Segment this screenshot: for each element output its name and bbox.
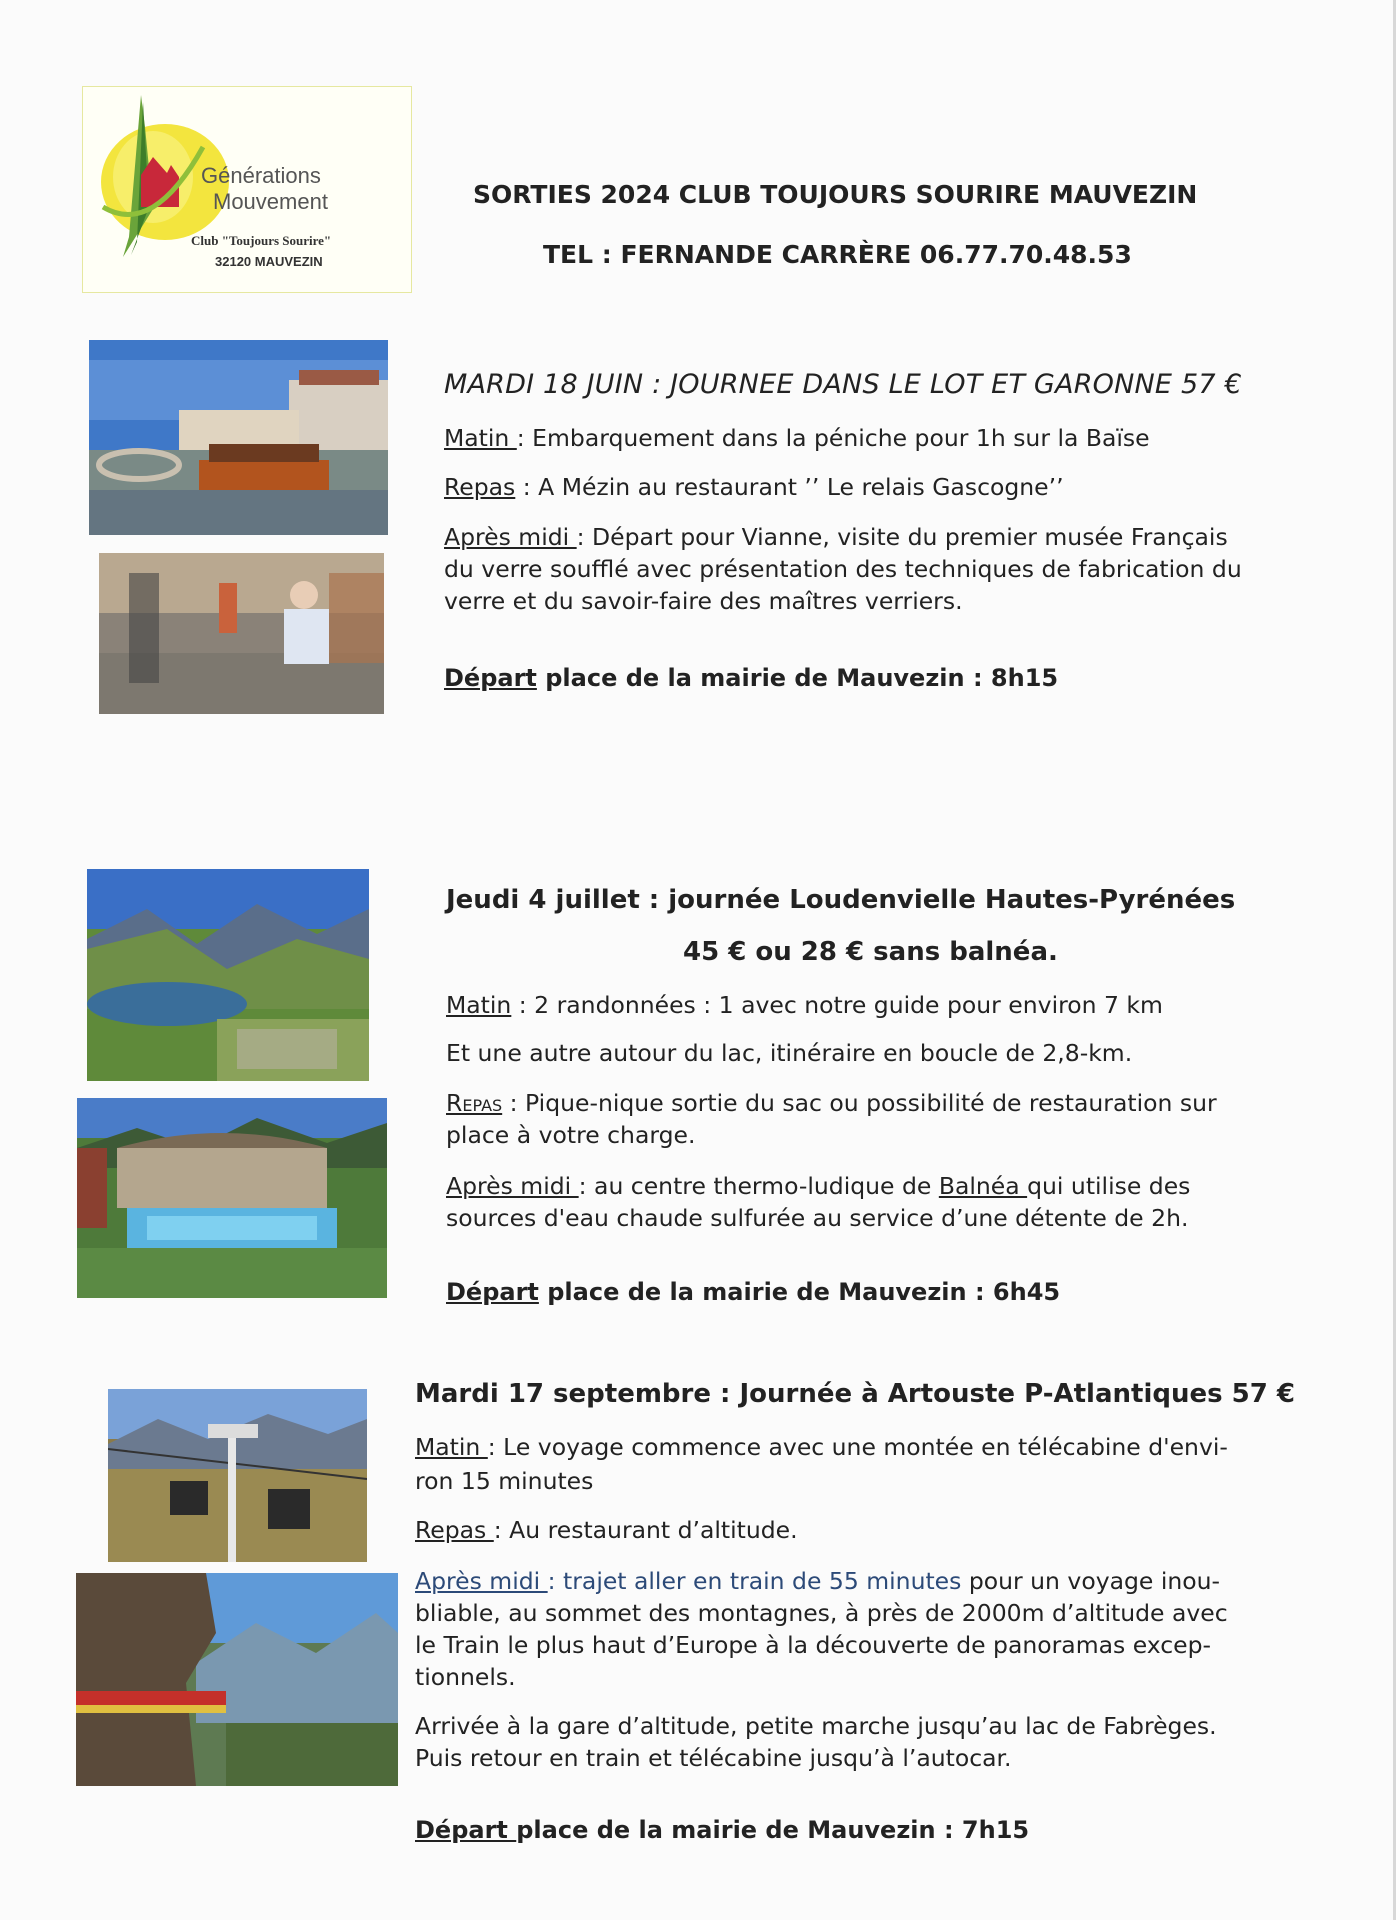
logo-line2: Mouvement xyxy=(213,189,328,214)
trip1-apres-l1 xyxy=(444,521,1228,553)
photo-verrerie xyxy=(99,553,384,714)
trip2-matin-l2: Et une autre autour du lac, itinéraire en boucle de 2,8-km. xyxy=(446,1039,1133,1067)
trip1-matin xyxy=(444,422,1150,454)
trip2-apres-l2: sources d'eau chaude sulfurée au service d’une détente de 2h. xyxy=(446,1204,1189,1232)
trip3-apres-l2: bliable, au sommet des montagnes, à près de 2000m d’altitude avec xyxy=(415,1599,1228,1627)
trip1-matin-label: Matin xyxy=(444,424,517,452)
page-title: SORTIES 2024 CLUB TOUJOURS SOURIRE MAUVEZIN xyxy=(473,180,1198,209)
trip1-matin-text: : Embarquement dans la péniche pour 1h sur la Baïse xyxy=(516,424,1150,452)
logo-line1: Générations xyxy=(201,163,321,188)
trip3-apres-rest: pour un voyage inou- xyxy=(961,1567,1221,1595)
photo-balnea xyxy=(77,1098,387,1298)
club-logo xyxy=(82,86,412,293)
contact-phone: TEL : FERNANDE CARRÈRE 06.77.70.48.53 xyxy=(543,240,1132,269)
trip1-apres-text: : Départ pour Vianne, visite du premier musée Français xyxy=(576,523,1228,551)
trip1-repas-label: Repas xyxy=(444,473,516,501)
trip1-depart xyxy=(444,662,1058,694)
trip3-depart xyxy=(415,1814,1029,1846)
trip3-apres-blue: : trajet aller en train de 55 minutes xyxy=(547,1567,962,1595)
trip3-apres-l3: le Train le plus haut d’Europe à la découverte de panoramas excep- xyxy=(415,1631,1212,1659)
trip3-apres-label: Après midi xyxy=(415,1567,548,1595)
trip2-apres-post: qui utilise des xyxy=(1027,1172,1191,1200)
trip2-matin xyxy=(446,989,1163,1021)
trip2-matin-label: Matin xyxy=(446,991,512,1019)
logo-city: 32120 MAUVEZIN xyxy=(215,254,323,269)
trip2-apres-pre: : au centre thermo-ludique de xyxy=(578,1172,939,1200)
trip3-apres-l4: tionnels. xyxy=(415,1663,516,1691)
trip3-matin-text: : Le voyage commence avec une montée en télécabine d'envi- xyxy=(487,1433,1228,1461)
trip2-balnea: Balnéa xyxy=(938,1172,1028,1200)
trip2-repas-label: Repas xyxy=(446,1089,503,1117)
trip3-repas xyxy=(415,1514,798,1546)
photo-peniche xyxy=(89,340,388,535)
trip2-depart-text: place de la mairie de Mauvezin : 6h45 xyxy=(538,1278,1061,1306)
trip1-apres-label: Après midi xyxy=(444,523,577,551)
trip2-repas-l2: place à votre charge. xyxy=(446,1121,696,1149)
photo-train-artouste xyxy=(76,1573,398,1786)
trip2-title: Jeudi 4 juillet : journée Loudenvielle Hautes-Pyrénées xyxy=(446,885,1236,915)
trip2-repas-l1 xyxy=(446,1087,1217,1119)
trip1-title: MARDI 18 JUIN : JOURNEE DANS LE LOT ET GARONNE 57 € xyxy=(444,369,1242,400)
photo-loudenvielle xyxy=(87,869,369,1081)
trip3-matin-l2: ron 15 minutes xyxy=(415,1467,594,1495)
trip3-matin-l1 xyxy=(415,1431,1228,1463)
trip3-depart-label: Départ xyxy=(415,1816,517,1844)
photo-telecabine xyxy=(108,1389,367,1562)
trip1-depart-label: Départ xyxy=(444,664,537,692)
trip3-matin-label: Matin xyxy=(415,1433,488,1461)
trip3-arrivee-l2: Puis retour en train et télécabine jusqu’à l’autocar. xyxy=(415,1744,1012,1772)
trip1-apres-l2: du verre soufflé avec présentation des techniques de fabrication du xyxy=(444,555,1242,583)
trip2-depart-label: Départ xyxy=(446,1278,539,1306)
trip2-apres-label: Après midi xyxy=(446,1172,579,1200)
trip3-depart-text: place de la mairie de Mauvezin : 7h15 xyxy=(516,1816,1030,1844)
trip2-matin-text: : 2 randonnées : 1 avec notre guide pour environ 7 km xyxy=(511,991,1163,1019)
trip3-repas-text: : Au restaurant d’altitude. xyxy=(493,1516,798,1544)
trip3-apres-l1 xyxy=(415,1565,1220,1597)
trip1-depart-text: place de la mairie de Mauvezin : 8h15 xyxy=(536,664,1059,692)
trip2-depart xyxy=(446,1276,1060,1308)
trip2-repas-text: : Pique-nique sortie du sac ou possibilité de restauration sur xyxy=(502,1089,1217,1117)
trip1-apres-l3: verre et du savoir-faire des maîtres verriers. xyxy=(444,587,963,615)
trip3-title: Mardi 17 septembre : Journée à Artouste P-Atlantiques 57 € xyxy=(415,1379,1295,1409)
trip1-repas-text: : A Mézin au restaurant ’’ Le relais Gascogne’’ xyxy=(515,473,1064,501)
trip2-apres-l1 xyxy=(446,1170,1190,1202)
logo-club: Club "Toujours Sourire" xyxy=(191,233,332,248)
trip3-repas-label: Repas xyxy=(415,1516,494,1544)
trip2-price: 45 € ou 28 € sans balnéa. xyxy=(683,937,1058,967)
trip3-arrivee-l1: Arrivée à la gare d’altitude, petite marche jusqu’au lac de Fabrèges. xyxy=(415,1712,1217,1740)
trip1-repas xyxy=(444,471,1064,503)
